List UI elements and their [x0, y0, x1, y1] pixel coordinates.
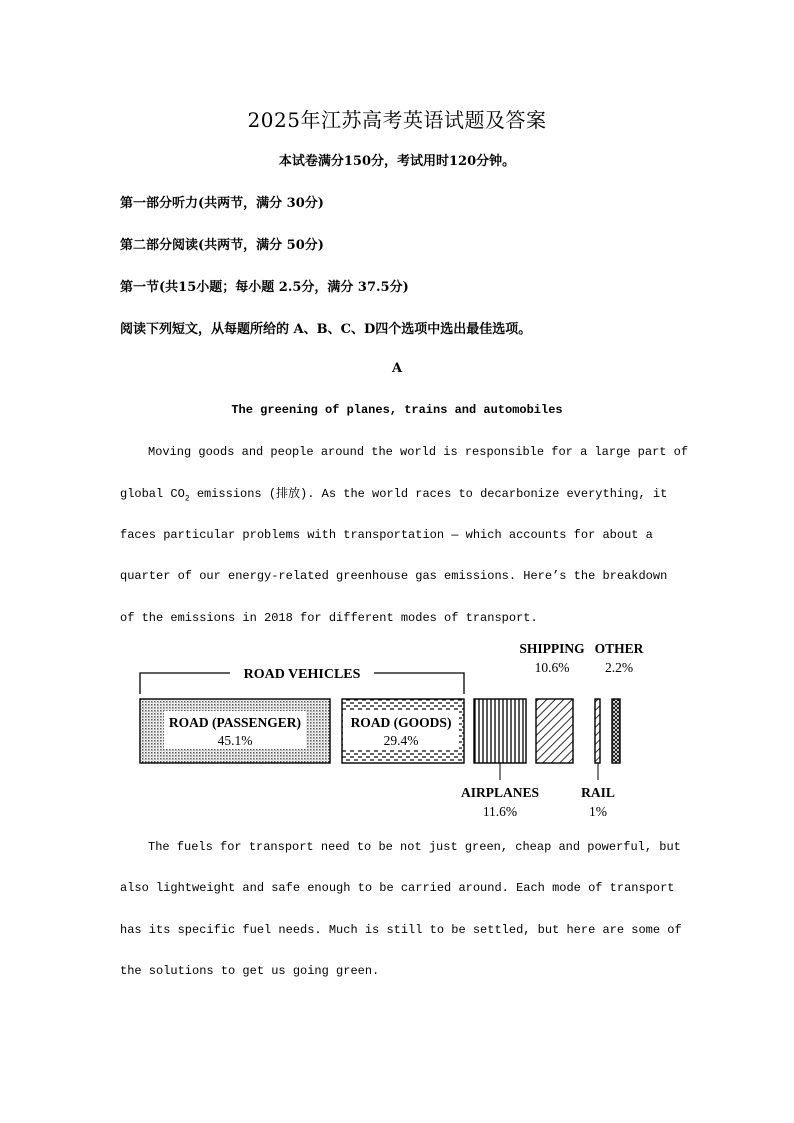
bar-airplanes	[474, 699, 526, 763]
co2-subscript: 2	[184, 494, 190, 504]
category-label: RAIL	[581, 785, 615, 800]
value-label: 45.1%	[217, 733, 253, 748]
bar-shipping	[536, 699, 573, 763]
subsection-heading: 第一节(共15小题；每小题 2.5分，满分 37.5分)	[120, 280, 409, 295]
bar-rail	[595, 699, 600, 763]
bar-other	[612, 699, 620, 763]
paragraph-line	[120, 484, 667, 503]
instructions: 阅读下列短文，从每题所给的 A、B、C、D四个选项中选出最佳选项。	[120, 322, 532, 337]
co2-text: global CO	[120, 487, 185, 501]
value-label: 11.6%	[482, 804, 518, 819]
paragraph-line: has its specific fuel needs. Much is still to be settled, but here are some of	[120, 923, 682, 937]
paragraph-line: Moving goods and people around the world is responsible for a large part of	[148, 445, 689, 459]
paragraph-line: quarter of our energy-related greenhouse gas emissions. Here’s the breakdown	[120, 569, 668, 583]
category-label: SHIPPING	[519, 641, 585, 656]
value-label: 10.6%	[534, 660, 570, 675]
emissions-chart-svg	[130, 632, 660, 832]
paragraph-line: faces particular problems with transportation — which accounts for about a	[120, 528, 653, 542]
group-bracket-right	[374, 673, 464, 694]
group-label: ROAD VEHICLES	[243, 667, 361, 682]
paragraph-line: of the emissions in 2018 for different modes of transport.	[120, 611, 538, 625]
emissions-chart	[130, 632, 660, 832]
category-label: OTHER	[594, 641, 644, 656]
value-label: 29.4%	[383, 733, 419, 748]
section-heading-listening: 第一部分听力(共两节，满分 30分)	[120, 196, 324, 211]
paragraph-line: the solutions to get us going green.	[120, 964, 380, 978]
paragraph-line: The fuels for transport need to be not just green, cheap and powerful, but	[148, 840, 681, 854]
group-bracket-left	[140, 673, 230, 694]
paragraph-line: also lightweight and safe enough to be carried around. Each mode of transport	[120, 881, 675, 895]
exam-info: 本试卷满分150分，考试用时120分钟。	[278, 154, 516, 169]
paragraph-text: emissions (排放). As the world races to decarbonize everything, it	[189, 487, 668, 501]
value-label: 2.2%	[604, 660, 634, 675]
category-label: AIRPLANES	[460, 785, 540, 800]
category-label: ROAD (GOODS)	[350, 715, 452, 730]
value-label: 1%	[589, 804, 607, 819]
passage-title: The greening of planes, trains and automobiles	[231, 403, 563, 417]
passage-letter: A	[391, 361, 403, 376]
page-title: 2025年江苏高考英语试题及答案	[247, 108, 547, 132]
section-heading-reading: 第二部分阅读(共两节，满分 50分)	[120, 238, 324, 253]
category-label: ROAD (PASSENGER)	[168, 715, 302, 730]
